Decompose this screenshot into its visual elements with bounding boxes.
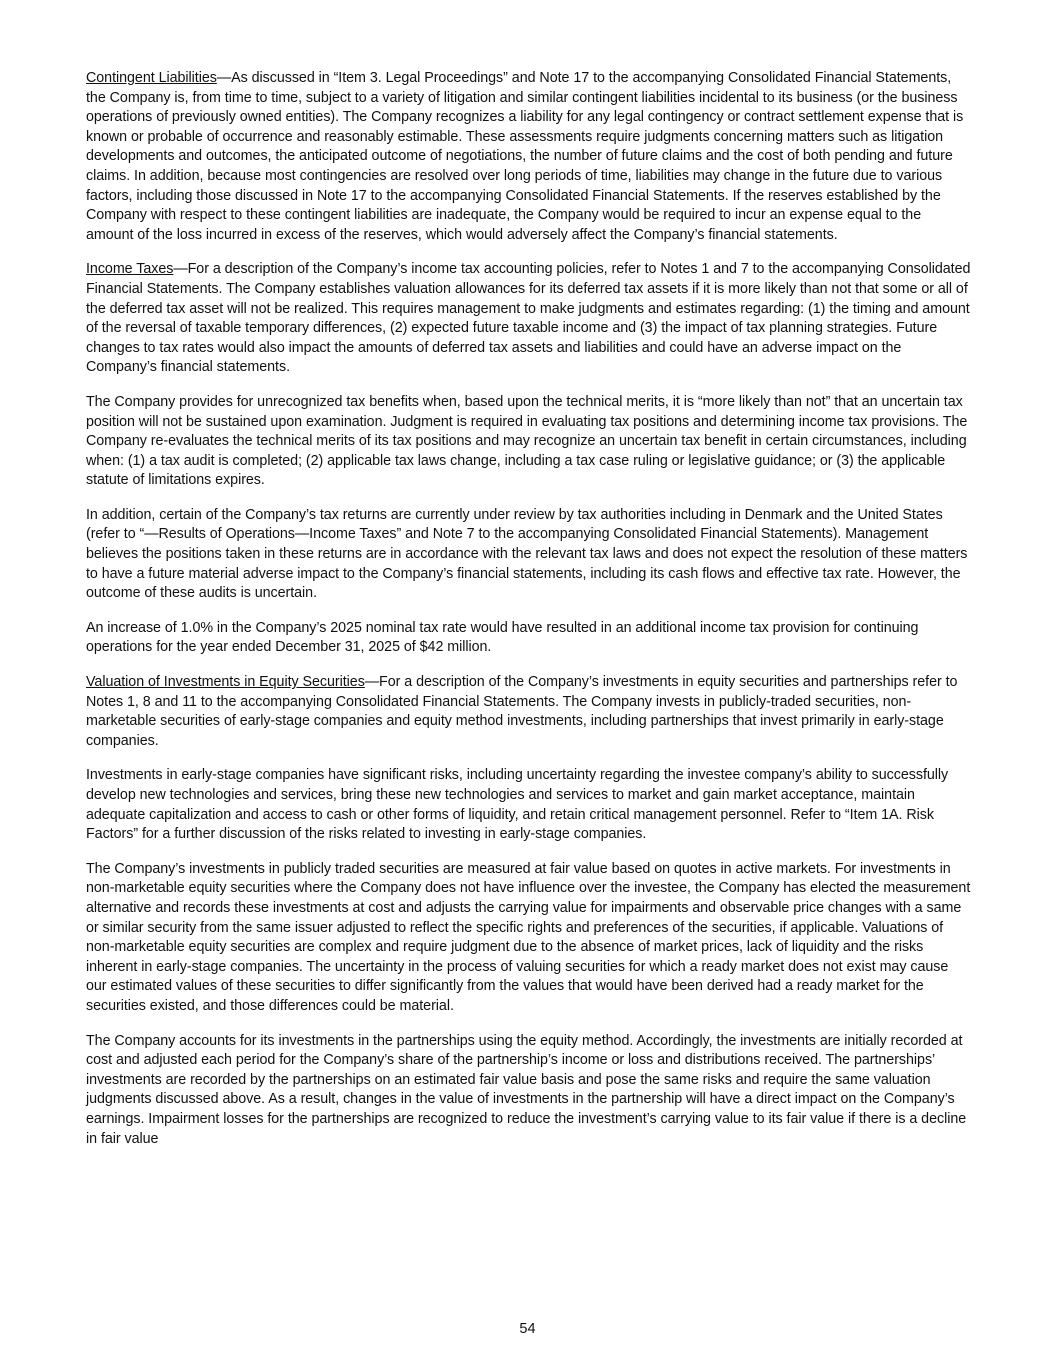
paragraph-tax-rate-sensitivity: An increase of 1.0% in the Company’s 2025 nominal tax rate would have resulted in an additional income tax provision for continuing operations for the year ended December 31, 2025 of $42 million. <box>86 619 919 656</box>
paragraph-publicly-traded-securities: The Company’s investments in publicly traded securities are measured at fair value based on quotes in active markets. For investments in non-marketable equity securities where the Company does not have influence over the investee, the Company has elected the measurement alternative and records these investments at cost and adjusts the carrying value for impairments and observable price changes with a same or similar security from the same issuer adjusted to reflect the specific rights and preferences of the securities, if applicable. Valuations of non-marketable equity securities are complex and require judgment due to the absence of market prices, lack of liquidity and the risks inherent in early-stage companies. The uncertainty in the process of valuing securities for which a ready market does not exist may cause our estimated values of these securities to differ significantly from the values that would have been derived had a ready market for the securities existed, and those differences could be material. <box>86 860 971 1014</box>
paragraph-income-taxes <box>86 260 972 378</box>
section-heading-valuation-equity-securities: Valuation of Investments in Equity Securities <box>86 674 365 691</box>
paragraph-text: —As discussed in “Item 3. Legal Proceedings” and Note 17 to the accompanying Consolidated Financial Statements, the Company is, from time to time, subject to a variety of litigation and similar contingent liabilities incidental to its business (or the business operations of previously owned entities). The Company recognizes a liability for any legal contingency or contract settlement expense that is known or probable of occurrence and reasonably estimable. These assessments require judgments concerning matters such as litigation developments and outcomes, the anticipated outcome of negotiations, the number of future claims and the cost of both pending and future claims. In addition, because most contingencies are resolved over long periods of time, liabilities may change in the future due to various factors, including those discussed in Note 17 to the accompanying Consolidated Financial Statements. If the reserves established by the Company with respect to these contingent liabilities are inadequate, the Company would be required to incur an expense equal to the amount of the loss incurred in excess of the reserves, which would adversely affect the Company’s financial statements. <box>86 70 964 243</box>
paragraph-tax-returns-review: In addition, certain of the Company’s tax returns are currently under review by tax authorities including in Denmark and the United States (refer to “—Results of Operations—Income Taxes” and Note 7 to the accompanying Consolidated Financial Statements). Management believes the positions taken in these returns are in accordance with the relevant tax laws and does not expect the resolution of these matters to have a future material adverse impact to the Company’s financial statements, including its cash flows and effective tax rate. However, the outcome of these audits is uncertain. <box>86 506 968 602</box>
paragraph-valuation-equity-securities <box>86 673 972 751</box>
paragraph-unrecognized-tax-benefits: The Company provides for unrecognized tax benefits when, based upon the technical merits, it is “more likely than not” that an uncertain tax position will not be sustained upon examination. Judgment is required in evaluating tax positions and determining income tax provisions. The Company re-evaluates the technical merits of its tax positions and may recognize an uncertain tax benefit in certain circumstances, including when: (1) a tax audit is completed; (2) applicable tax laws change, including a tax case ruling or legislative guidance; or (3) the applicable statute of limitations expires. <box>86 393 968 489</box>
section-heading-contingent-liabilities: Contingent Liabilities <box>86 70 217 86</box>
page-content <box>86 69 972 1164</box>
page-number: 54 <box>519 1321 536 1337</box>
paragraph-partnership-equity-method: The Company accounts for its investments in the partnerships using the equity method. Accordingly, the investments are initially recorded at cost and adjusted each period for the Company’s share of the partnership’s income or loss and distributions received. The partnerships’ investments are recorded by the partnerships on an estimated fair value basis and pose the same risks and require the same valuation judgments discussed above. As a result, changes in the value of investments in the partnership will have a direct impact on the Company’s earnings. Impairment losses for the partnerships are recognized to reduce the investment’s carrying value to its fair value if there is a decline in fair value <box>86 1032 967 1147</box>
paragraph-text: —For a description of the Company’s investments in equity securities and partnerships refer to Notes 1, 8 and 11 to the accompanying Consolidated Financial Statements. The Company invests in publicly-traded securities, non-marketable securities of early-stage companies and equity method investments, including partnerships that invest primarily in early-stage companies. <box>86 674 958 749</box>
paragraph-contingent-liabilities <box>86 69 972 245</box>
paragraph-text: —For a description of the Company’s income tax accounting policies, refer to Notes 1 and 7 to the accompanying Consolidated Financial Statements. The Company establishes valuation allowances for its deferred tax assets if it is more likely than not that some or all of the deferred tax asset will not be realized. This requires management to make judgments and estimates regarding: (1) the timing and amount of the reversal of taxable temporary differences, (2) expected future taxable income and (3) the impact of tax planning strategies. Future changes to tax rates would also impact the amounts of deferred tax assets and liabilities and could have an adverse impact on the Company’s financial statements. <box>86 261 971 376</box>
section-heading-income-taxes: Income Taxes <box>86 261 174 278</box>
paragraph-early-stage-risks: Investments in early-stage companies have significant risks, including uncertainty regarding the investee company’s ability to successfully develop new technologies and services, bring these new technologies and services to market and gain market acceptance, maintain adequate capitalization and access to cash or other forms of liquidity, and retain critical management personnel. Refer to “Item 1A. Risk Factors” for a further discussion of the risks related to investing in early-stage companies. <box>86 767 949 843</box>
